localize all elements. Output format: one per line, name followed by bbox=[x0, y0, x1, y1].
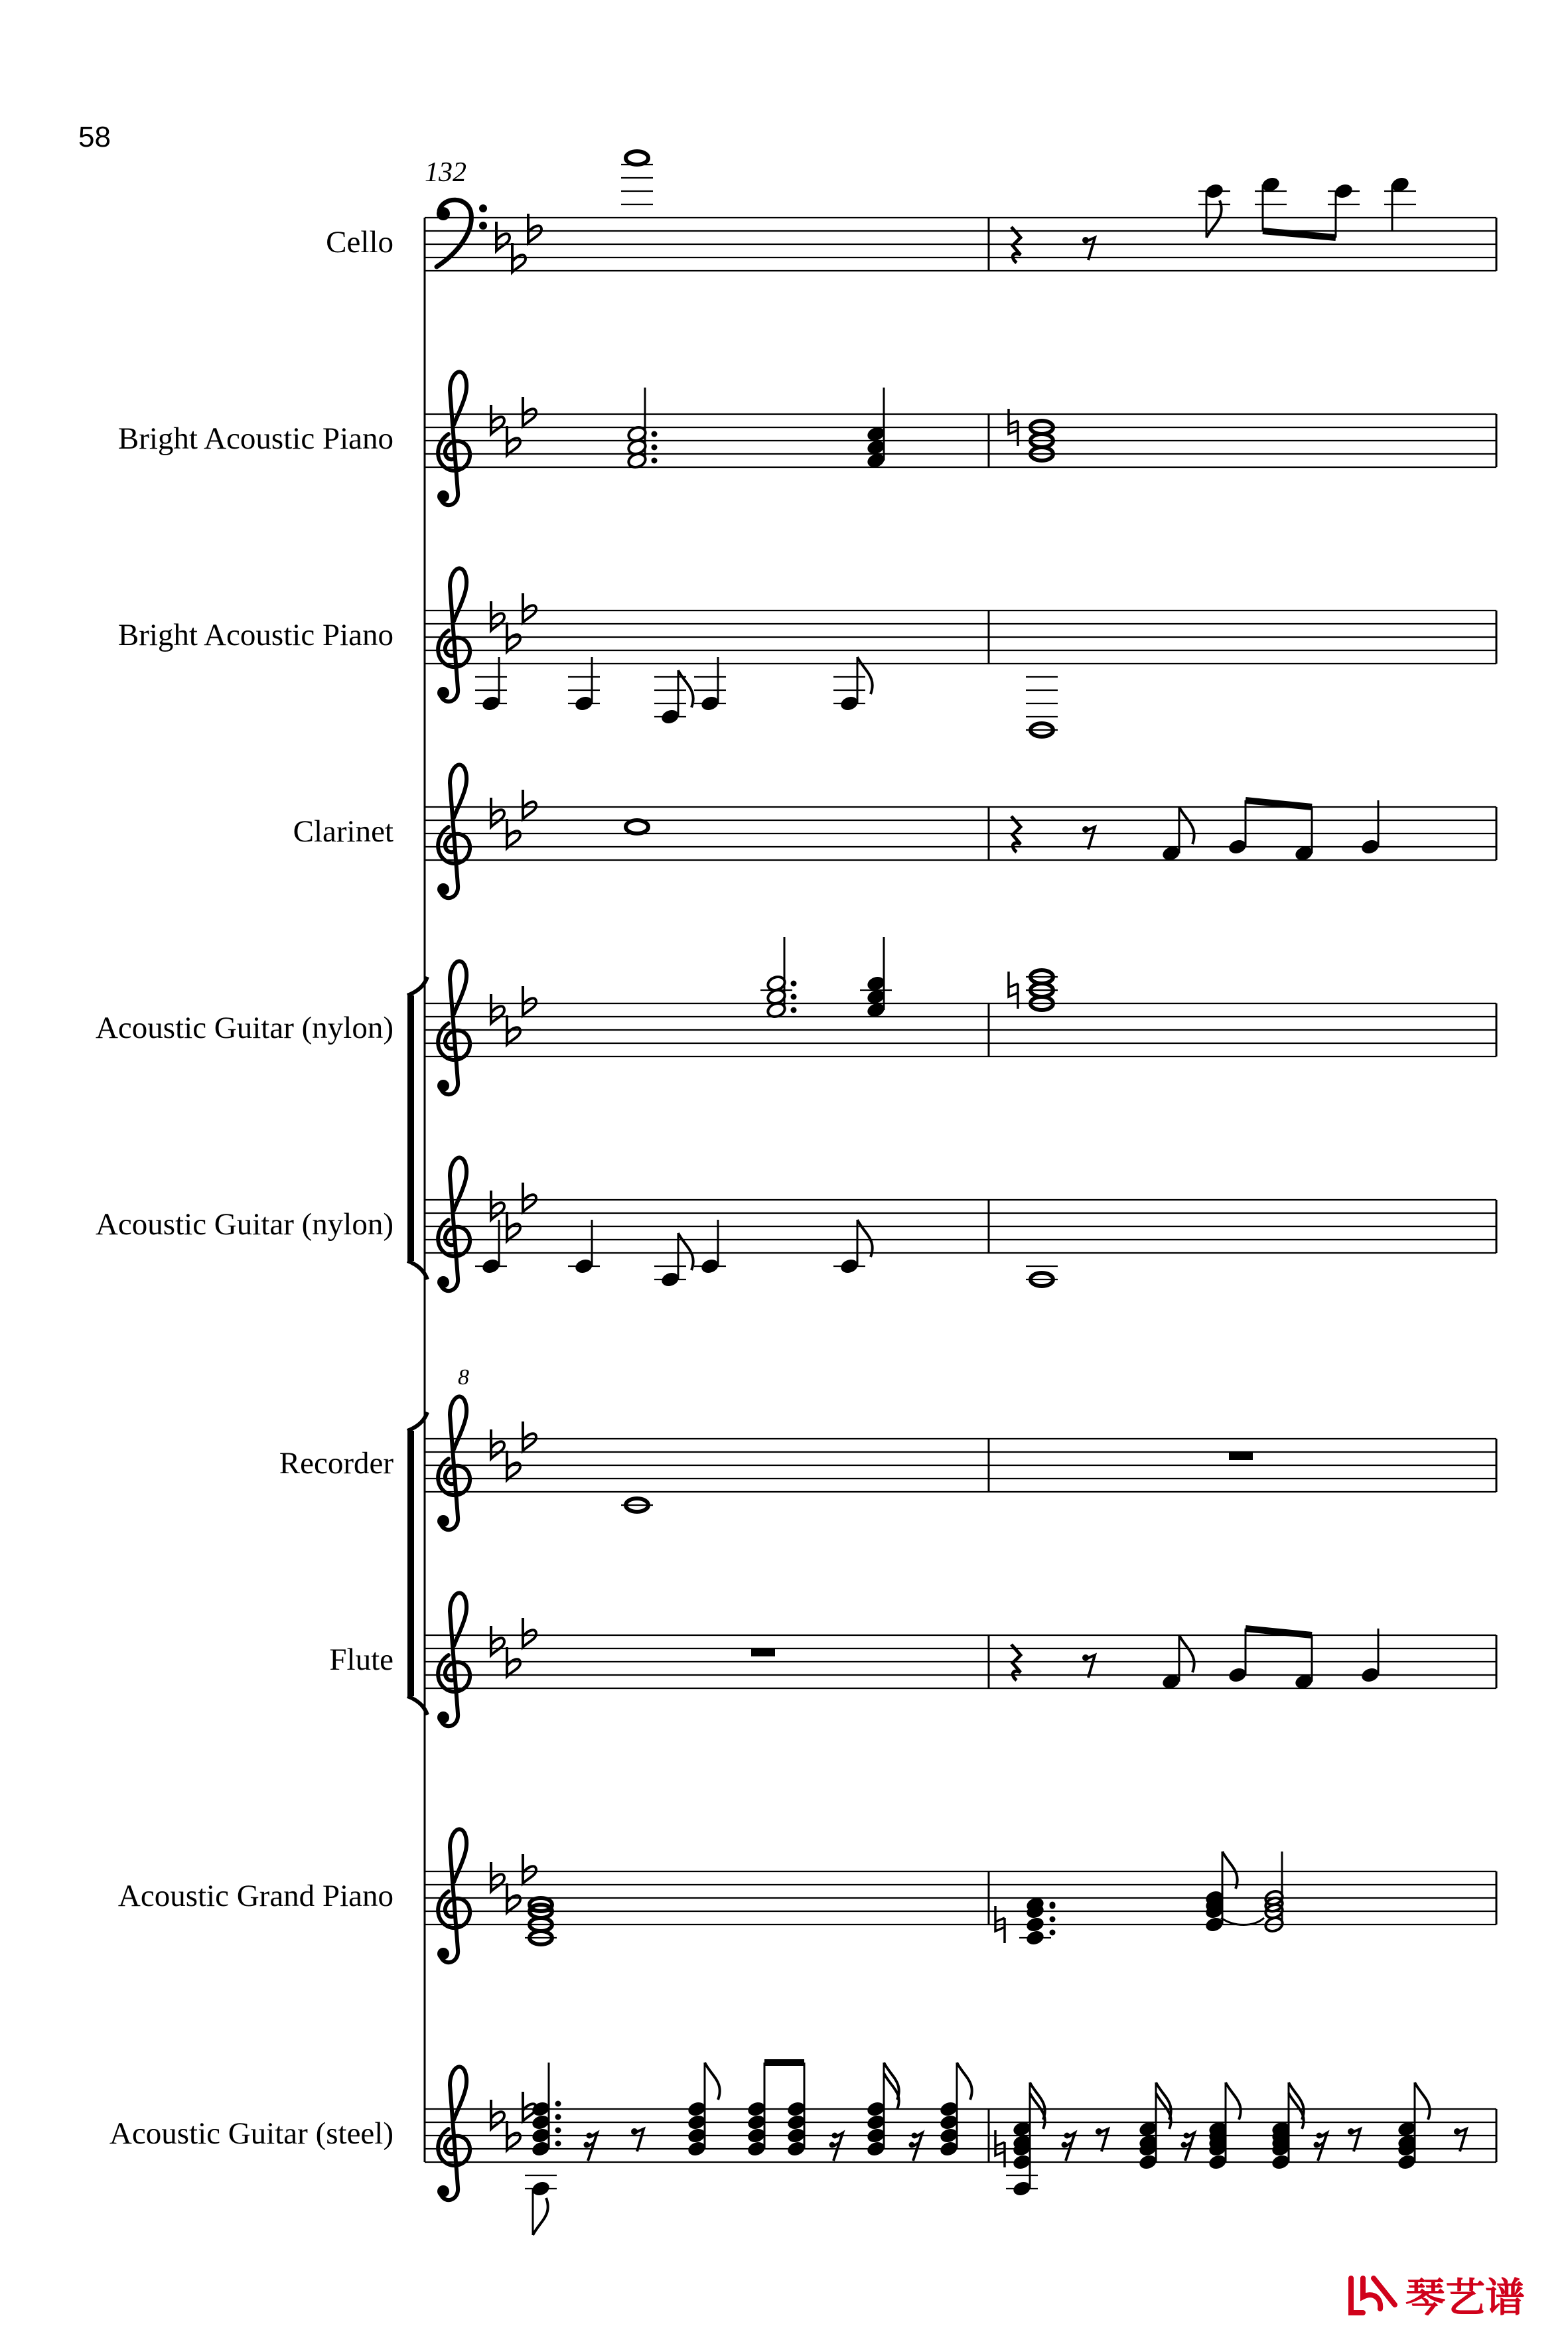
staff bbox=[425, 372, 1496, 505]
key-signature bbox=[491, 986, 536, 1045]
note bbox=[1204, 1852, 1238, 1933]
rest bbox=[584, 2133, 598, 2161]
instrument-label: Cello bbox=[326, 225, 393, 259]
instrument-label: Recorder bbox=[279, 1446, 393, 1481]
note bbox=[1228, 1629, 1248, 1684]
treble-clef-icon bbox=[437, 1829, 470, 1962]
key-signature bbox=[491, 790, 536, 848]
note bbox=[1261, 176, 1281, 231]
treble-clef-icon bbox=[437, 2067, 470, 2200]
key-signature bbox=[491, 593, 536, 652]
treble-clef-icon bbox=[437, 1157, 470, 1291]
note bbox=[786, 2063, 807, 2157]
treble-clef-icon bbox=[437, 372, 470, 505]
note bbox=[1360, 800, 1381, 855]
note bbox=[626, 820, 648, 834]
rest bbox=[1082, 1654, 1095, 1678]
rest bbox=[1082, 237, 1095, 260]
staff bbox=[425, 1829, 1496, 1962]
note bbox=[627, 388, 658, 469]
treble-clef-icon bbox=[437, 961, 470, 1094]
note bbox=[626, 151, 648, 165]
note bbox=[1025, 1896, 1056, 1947]
key-signature bbox=[491, 1421, 536, 1480]
page-number: 58 bbox=[78, 121, 111, 153]
instrument-label: Acoustic Guitar (steel) bbox=[109, 2116, 393, 2151]
music-note-logo-icon bbox=[1347, 2272, 1400, 2318]
brand-logo bbox=[1347, 2268, 1525, 2321]
rest bbox=[1454, 2128, 1466, 2151]
note bbox=[1294, 1635, 1315, 1690]
note bbox=[1397, 2082, 1430, 2171]
staff bbox=[425, 961, 1496, 1094]
rest bbox=[1314, 2133, 1328, 2161]
treble-clef-icon bbox=[437, 764, 470, 898]
instrument-label: Flute bbox=[329, 1642, 393, 1677]
key-signature bbox=[491, 2092, 536, 2150]
rest bbox=[1096, 2128, 1108, 2151]
key-signature bbox=[491, 1618, 536, 1676]
note bbox=[939, 2063, 972, 2157]
instrument-label: Acoustic Guitar (nylon) bbox=[95, 1207, 393, 1242]
whole-rest bbox=[1229, 1452, 1253, 1460]
rest bbox=[631, 2128, 644, 2151]
staff bbox=[425, 2067, 1496, 2200]
note bbox=[1012, 2082, 1045, 2197]
note bbox=[1138, 2082, 1171, 2171]
note bbox=[1360, 1629, 1381, 1684]
note bbox=[1264, 1852, 1285, 1933]
rest bbox=[1181, 2133, 1195, 2161]
note bbox=[866, 937, 887, 1019]
note bbox=[1271, 2082, 1304, 2171]
note bbox=[1390, 176, 1411, 231]
whole-rest bbox=[751, 1648, 775, 1656]
measure-number: 132 bbox=[425, 157, 466, 188]
instrument-label: Clarinet bbox=[293, 814, 393, 849]
rest bbox=[829, 2133, 843, 2161]
note bbox=[1228, 800, 1248, 855]
key-signature bbox=[491, 1183, 536, 1241]
note bbox=[1294, 807, 1315, 862]
staff bbox=[425, 568, 1496, 701]
staff bbox=[425, 764, 1496, 898]
beam bbox=[1246, 800, 1312, 807]
instrument-label: Bright Acoustic Piano bbox=[117, 421, 393, 456]
beam bbox=[1263, 231, 1336, 238]
bass-clef-icon bbox=[437, 200, 487, 267]
treble-clef-icon bbox=[437, 568, 470, 701]
note bbox=[747, 2063, 767, 2157]
instrument-label: Acoustic Guitar (nylon) bbox=[95, 1011, 393, 1045]
note bbox=[1161, 1635, 1194, 1690]
note bbox=[866, 388, 887, 469]
note bbox=[1208, 2082, 1241, 2171]
staff bbox=[425, 1365, 1496, 1530]
note bbox=[766, 937, 797, 1019]
rest bbox=[909, 2133, 923, 2161]
logo-text: 琴艺谱 bbox=[1405, 2275, 1525, 2321]
rest bbox=[1348, 2128, 1360, 2151]
treble-clef-icon bbox=[437, 1593, 470, 1726]
rest bbox=[1082, 826, 1095, 849]
note bbox=[866, 2063, 899, 2157]
treble-clef-icon bbox=[437, 1396, 470, 1530]
staff bbox=[425, 1593, 1496, 1726]
octave-mark: 8 bbox=[458, 1365, 469, 1390]
key-signature bbox=[491, 397, 536, 455]
instrument-label: Bright Acoustic Piano bbox=[117, 618, 393, 652]
key-signature bbox=[496, 214, 541, 272]
note bbox=[531, 2063, 561, 2157]
rest bbox=[1062, 2133, 1076, 2161]
instrument-label: Acoustic Grand Piano bbox=[117, 1879, 393, 1913]
note bbox=[687, 2063, 720, 2157]
beam bbox=[1246, 1629, 1312, 1635]
note bbox=[1161, 807, 1194, 862]
